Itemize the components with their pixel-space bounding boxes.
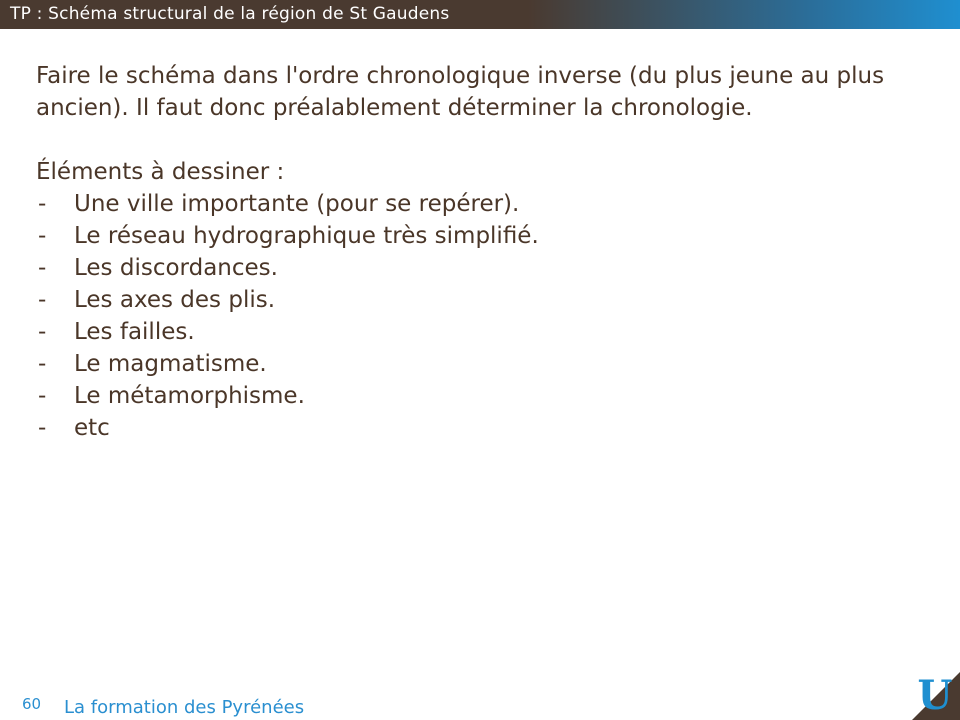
list-item — [36, 412, 916, 444]
list-item — [36, 252, 916, 284]
list-bullet: - — [38, 351, 47, 377]
list-item-text: Le réseau hydrographique très simplifié. — [74, 223, 539, 249]
list-bullet: - — [38, 287, 47, 313]
list-item — [36, 380, 916, 412]
list-item — [36, 316, 916, 348]
elements-heading: Éléments à dessiner : — [36, 159, 285, 185]
list-bullet: - — [38, 191, 47, 217]
list-item-text: Les failles. — [74, 319, 195, 345]
list-item-text: Le métamorphisme. — [74, 383, 305, 409]
list-item-text: etc — [74, 415, 110, 441]
page-number: 60 — [22, 695, 42, 713]
elements-list — [36, 188, 916, 444]
list-bullet: - — [38, 383, 47, 409]
list-bullet: - — [38, 255, 47, 281]
list-item — [36, 284, 916, 316]
list-item-text: Une ville importante (pour se repérer). — [74, 191, 520, 217]
university-logo-icon — [910, 672, 960, 720]
list-bullet: - — [38, 319, 47, 345]
list-item — [36, 220, 916, 252]
slide-content — [36, 60, 916, 444]
list-bullet: - — [38, 223, 47, 249]
list-item — [36, 348, 916, 380]
list-item — [36, 188, 916, 220]
slide-title: TP : Schéma structural de la région de St Gaudens — [10, 4, 450, 24]
intro-paragraph: Faire le schéma dans l'ordre chronologique inverse (du plus jeune au plus ancien). Il faut donc préalablement déterminer la chronologie. — [36, 63, 885, 121]
footer-course-title: La formation des Pyrénées — [64, 697, 305, 718]
list-item-text: Le magmatisme. — [74, 351, 267, 377]
list-item-text: Les axes des plis. — [74, 287, 276, 313]
logo-letter: U — [917, 672, 953, 719]
title-bar — [0, 0, 960, 29]
list-bullet: - — [38, 415, 47, 441]
list-item-text: Les discordances. — [74, 255, 278, 281]
